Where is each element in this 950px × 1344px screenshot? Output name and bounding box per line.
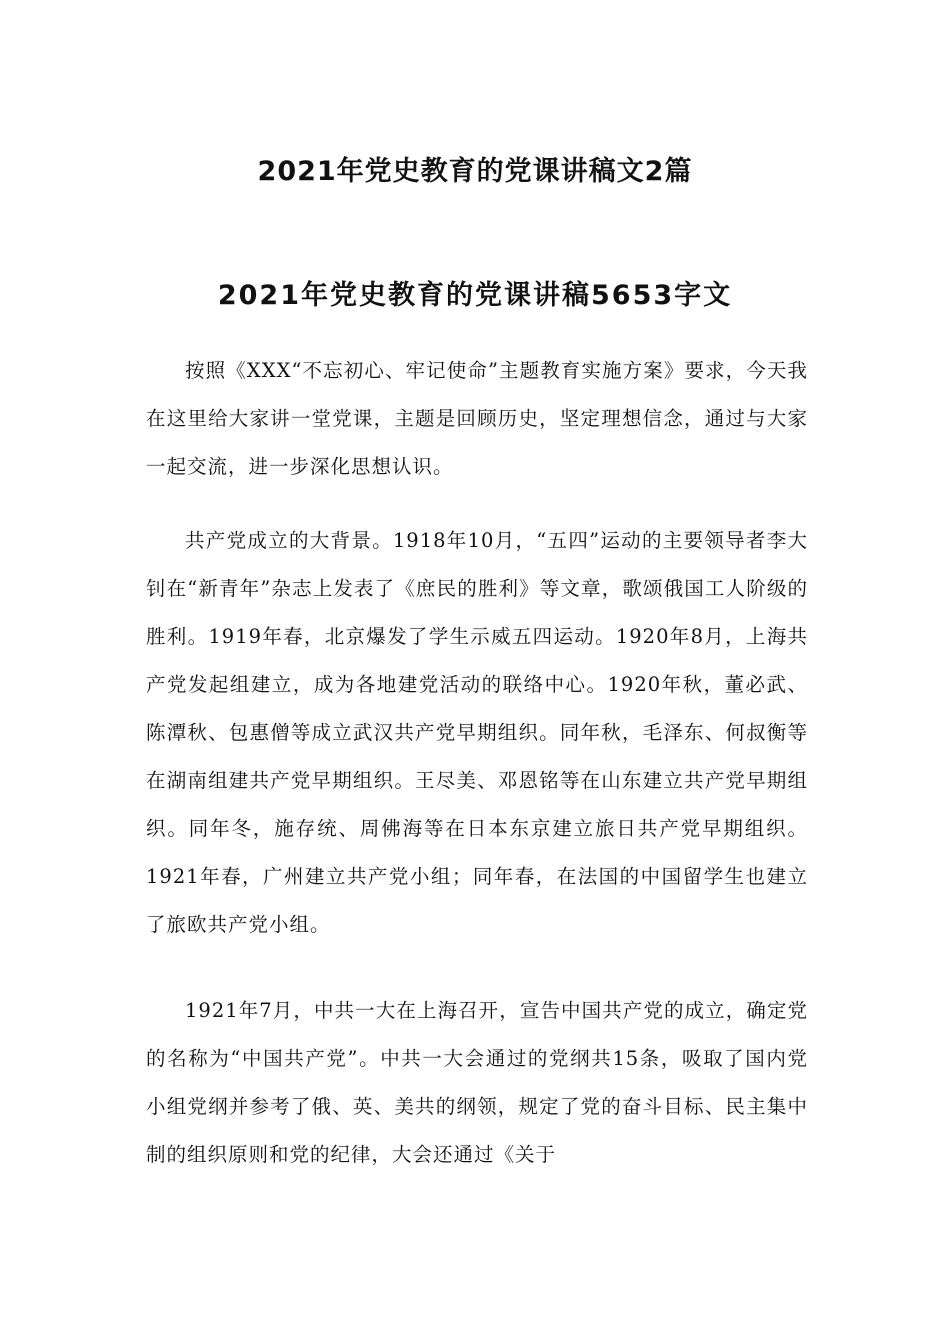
document-title: 2021年党史教育的党课讲稿文2篇 bbox=[257, 156, 693, 187]
body-paragraph: 按照《XXX“不忘初心、牢记使命”主题教育实施方案》要求，今天我在这里给大家讲一堂党课，主题是回顾历史，坚定理想信念，通过与大家一起交流，进一步深化思想认识。 bbox=[146, 359, 808, 478]
section-title: 2021年党史教育的党课讲稿5653字文 bbox=[217, 280, 733, 311]
body-paragraph: 共产党成立的大背景。1918年10月，“五四”运动的主要领导者李大钊在“新青年”杂志上发表了《庶民的胜利》等文章，歌颂俄国工人阶级的胜利。1919年春，北京爆发了学生示威五四运动。1920年8月，上海共产党发起组建立，成为各地建党活动的联络中心。1920年秋，董必武、陈潭秋、包惠僧等成立武汉共产党早期组织。同年秋，毛泽东、何叔衡等在湖南组建共产党早期组织。王尽美、邓恩铭等在山东建立共产党早期组织。同年冬，施存统、周佛海等在日本东京建立旅日共产党早期组织。1921年春，广州建立共产党小组；同年春，在法国的中国留学生也建立了旅欧共产党小组。 bbox=[146, 529, 808, 936]
body-paragraph: 1921年7月，中共一大在上海召开，宣告中国共产党的成立，确定党的名称为“中国共产党”。中共一大会通过的党纲共15条，吸取了国内党小组党纲并参考了俄、英、美共的纲领，规定了党的奋斗目标、民主集中制的组织原则和党的纪律，大会还通过《关于 bbox=[146, 999, 808, 1166]
